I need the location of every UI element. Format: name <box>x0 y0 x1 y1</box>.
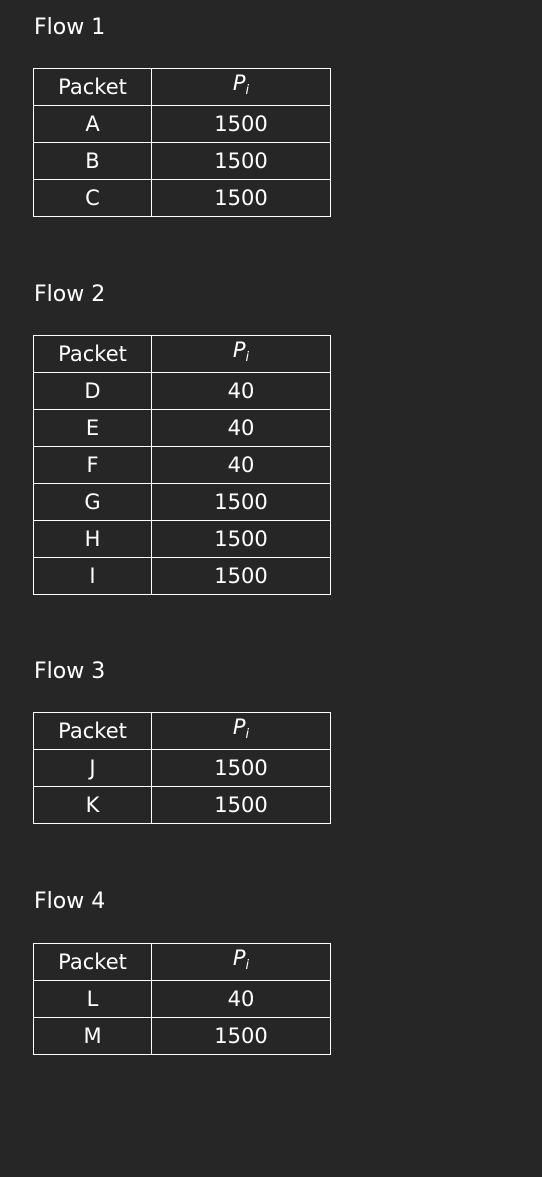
size-cell: 1500 <box>152 1018 331 1055</box>
packet-cell: E <box>34 410 152 447</box>
table-header-row <box>34 69 331 106</box>
packet-cell: B <box>34 143 152 180</box>
size-cell: 40 <box>152 373 331 410</box>
size-cell: 40 <box>152 447 331 484</box>
table-row <box>34 447 331 484</box>
size-column-header <box>152 336 331 373</box>
flow-1-table <box>33 68 331 217</box>
p-subscript: i <box>245 83 250 98</box>
size-column-header <box>152 944 331 981</box>
packet-cell: I <box>34 558 152 595</box>
table-row <box>34 981 331 1018</box>
size-cell: 40 <box>152 410 331 447</box>
table-header-row <box>34 944 331 981</box>
p-symbol: P <box>232 71 246 95</box>
size-column-header <box>152 713 331 750</box>
table-row <box>34 143 331 180</box>
packet-cell: K <box>34 787 152 824</box>
table-row <box>34 1018 331 1055</box>
table-row <box>34 373 331 410</box>
table-row <box>34 521 331 558</box>
packet-column-header: Packet <box>34 944 152 981</box>
packet-cell: A <box>34 106 152 143</box>
size-column-header <box>152 69 331 106</box>
flow-3-table <box>33 712 331 824</box>
packet-cell: C <box>34 180 152 217</box>
p-subscript: i <box>245 958 250 973</box>
size-cell: 1500 <box>152 180 331 217</box>
packet-cell: G <box>34 484 152 521</box>
flow-4-table <box>33 943 331 1055</box>
flow-2-table <box>33 335 331 595</box>
packet-cell: J <box>34 750 152 787</box>
table-row <box>34 750 331 787</box>
packet-cell: H <box>34 521 152 558</box>
table-row <box>34 484 331 521</box>
size-cell: 1500 <box>152 143 331 180</box>
table-row <box>34 410 331 447</box>
flow-4-title: Flow 4 <box>34 889 106 914</box>
size-cell: 40 <box>152 981 331 1018</box>
size-cell: 1500 <box>152 106 331 143</box>
packet-column-header: Packet <box>34 69 152 106</box>
packet-cell: D <box>34 373 152 410</box>
p-symbol: P <box>232 946 246 970</box>
flow-1-title: Flow 1 <box>34 15 106 40</box>
table-row <box>34 558 331 595</box>
table-header-row <box>34 713 331 750</box>
table-row <box>34 180 331 217</box>
p-symbol: P <box>232 715 246 739</box>
p-subscript: i <box>245 727 250 742</box>
size-cell: 1500 <box>152 521 331 558</box>
size-cell: 1500 <box>152 558 331 595</box>
size-cell: 1500 <box>152 787 331 824</box>
flow-2-title: Flow 2 <box>34 282 106 307</box>
table-row <box>34 106 331 143</box>
size-cell: 1500 <box>152 750 331 787</box>
packet-cell: F <box>34 447 152 484</box>
packet-cell: M <box>34 1018 152 1055</box>
p-symbol: P <box>232 338 246 362</box>
packet-column-header: Packet <box>34 336 152 373</box>
table-header-row <box>34 336 331 373</box>
p-subscript: i <box>245 350 250 365</box>
size-cell: 1500 <box>152 484 331 521</box>
flow-3-title: Flow 3 <box>34 659 106 684</box>
packet-cell: L <box>34 981 152 1018</box>
table-row <box>34 787 331 824</box>
packet-column-header: Packet <box>34 713 152 750</box>
